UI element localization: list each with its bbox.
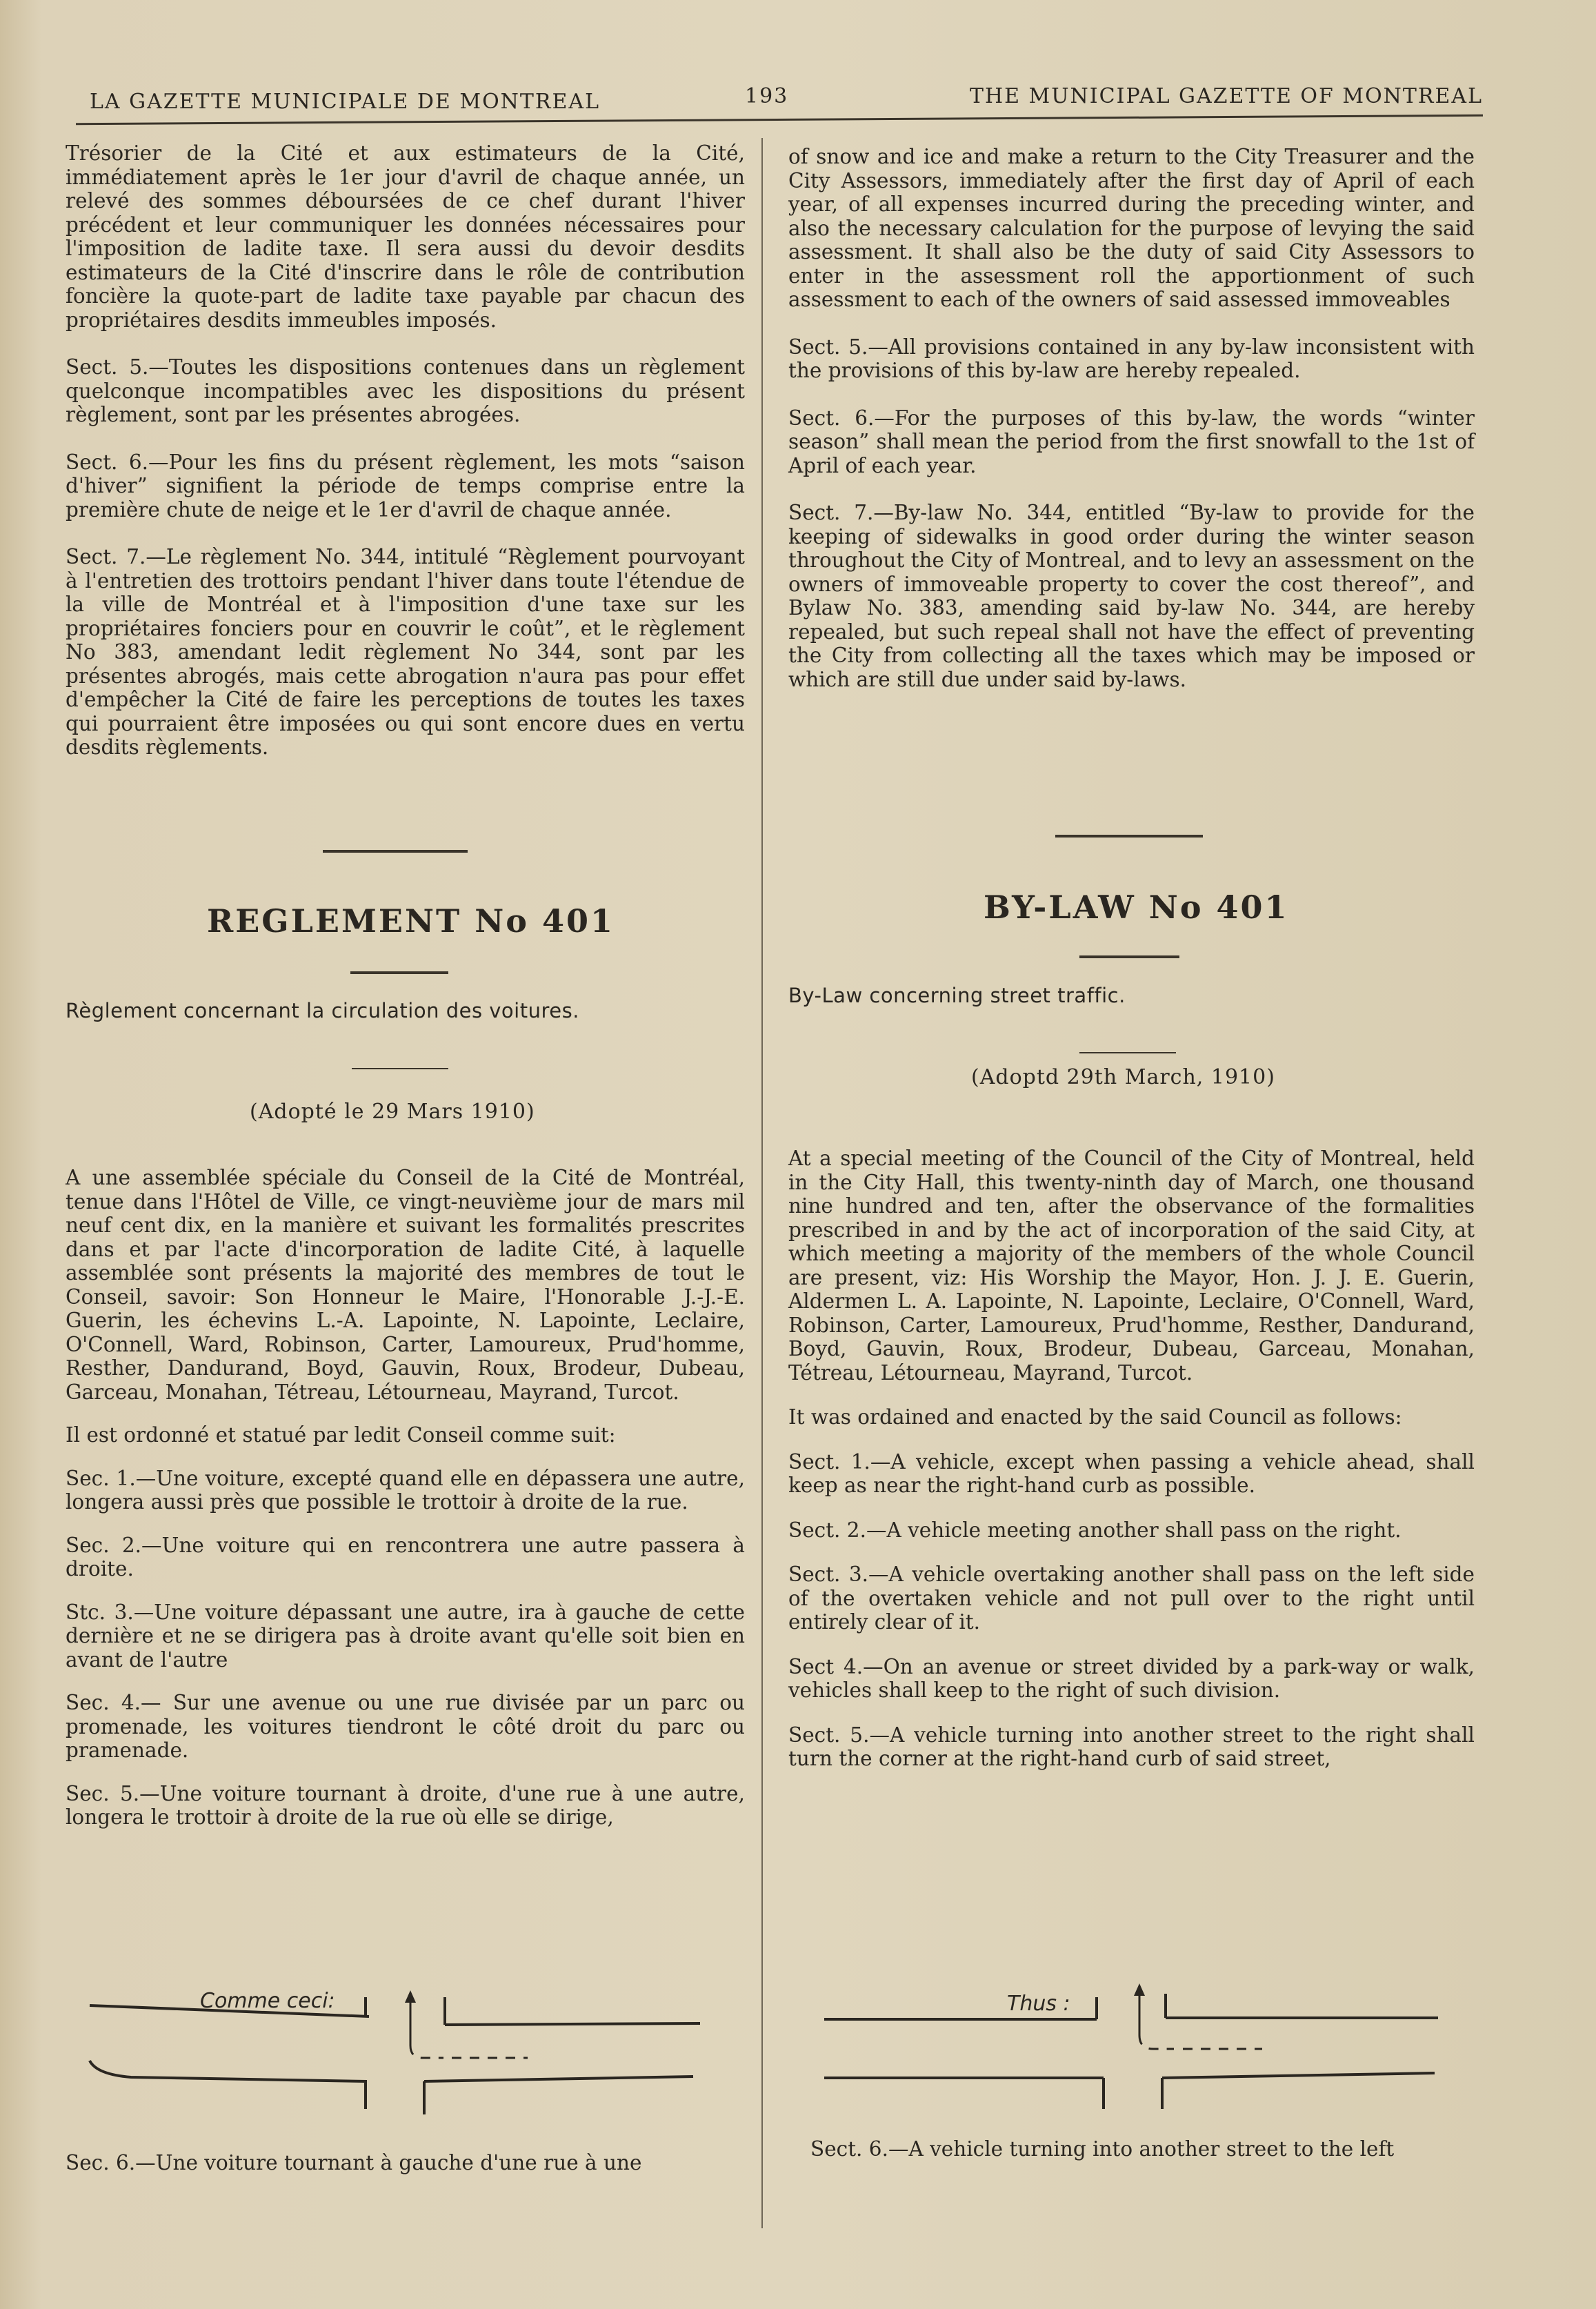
paragraph: Sect. 7.—Le règlement No. 344, intitulé “Règlement pourvoyant à l'entretien des trottoirs pendant l'hiver dans toute l'étendue de la ville de Montréal et à l'imposition d'une taxe sur les propriétaires fonciers pour en couvrir le coût”, et le règlement No 383, amendant ledit règlement No 344, sont par les présentes abrogés, mais cette abrogation n'aura pas pour effet d'empêcher la Cité de faire les perceptions de toutes les taxes qui pourraient être imposées ou qui sont encore dues en vertu desdits règlements. bbox=[66, 545, 745, 759]
paragraph: Il est ordonné et statué par ledit Conseil comme suit: bbox=[66, 1423, 616, 1447]
paragraph: Sec. 6.—Une voiture tournant à gauche d'une rue à une bbox=[66, 2151, 642, 2174]
header-english-title: THE MUNICIPAL GAZETTE OF MONTREAL bbox=[969, 84, 1483, 108]
paragraph: Sect. 1.—A vehicle, except when passing a vehicle ahead, shall keep as near the right-hand curb as possible. bbox=[788, 1449, 1475, 1497]
french-top-text bbox=[66, 141, 745, 760]
paragraph: Stc. 3.—Une voiture dépassant une autre, ira à gauche de cette dernière et ne se dirigera pas à droite avant qu'elle soit bien en avant de l'autre bbox=[66, 1600, 745, 1672]
paragraph: Sect. 6.—Pour les fins du présent règlement, les mots “saison d'hiver” signifient la période de temps comprise entre la première chute de neige et le 1er d'avril de chaque année. bbox=[66, 450, 745, 522]
french-adopted-date: (Adopté le 29 Mars 1910) bbox=[250, 1100, 535, 1124]
section-rule bbox=[1079, 955, 1179, 958]
paragraph: Sect. 3.—A vehicle overtaking another shall pass on the left side of the overtaken vehicle and not pull over to the right until entirely clear of it. bbox=[788, 1563, 1475, 1634]
section-rule bbox=[1055, 835, 1203, 838]
paragraph: Trésorier de la Cité et aux estimateurs de la Cité, immédiatement après le 1er jour d'avril de chaque année, un relevé des sommes déboursées de ce chef durant l'hiver précédent et leur communiquer les données nécessaires pour l'imposition de ladite taxe. Il sera aussi du devoir desdits estimateurs de la Cité d'inscrire dans le rôle de contribution foncière la quote-part de ladite taxe payable par chacun des propriétaires desdits immeubles imposés. bbox=[66, 141, 745, 332]
street-diagram-icon bbox=[86, 1970, 707, 2135]
page-number: 193 bbox=[745, 84, 789, 108]
paragraph: Sect. 6.—For the purposes of this by-law, the words “winter season” shall mean the period from the first snowfall to the 1st of April of each year. bbox=[788, 406, 1475, 477]
english-subtitle: By-Law concerning street traffic. bbox=[788, 984, 1126, 1007]
paragraph: A une assemblée spéciale du Conseil de la Cité de Montréal, tenue dans l'Hôtel de Ville, ce vingt-neuvième jour de mars mil neuf cent dix, en la manière et suivant les formalités prescrites dans et par l'acte d'incorporation de ladite Cité, à laquelle assemblée sont présents la majorité des membres de tout le Conseil, savoir: Son Honneur le Maire, l'Honorable J.-J.-E. Guerin, les échevins L.-A. Lapointe, N. Lapointe, Leclaire, O'Connell, Ward, Robinson, Carter, Lamoureux, Prud'homme, Resther, Dandurand, Boyd, Gauvin, Roux, Brodeur, Dubeau, Garceau, Monahan, Tétreau, Létourneau, Mayrand, Turcot. bbox=[66, 1166, 745, 1404]
french-body-text bbox=[66, 1166, 745, 1830]
paragraph: Sect. 2.—A vehicle meeting another shall pass on the right. bbox=[788, 1518, 1402, 1542]
paragraph: Sect. 6.—A vehicle turning into another street to the left bbox=[810, 2137, 1395, 2161]
header-french-title: LA GAZETTE MUNICIPALE DE MONTREAL bbox=[90, 90, 601, 114]
street-diagram-icon bbox=[821, 1963, 1442, 2128]
french-last-line bbox=[66, 2151, 745, 2175]
english-last-line bbox=[810, 2137, 1473, 2161]
section-rule bbox=[1079, 1052, 1176, 1053]
paragraph: Sect. 7.—By-law No. 344, entitled “By-law to provide for the keeping of sidewalks in good order during the winter season throughout the City of Montreal, and to levy an assessment on the owners of immoveable property to cover the cost thereof”, and Bylaw No. 383, amending said by-law No. 344, are hereby repealed, but such repeal shall not have the effect of preventing the City from collecting all the taxes which may be imposed or which are still due under said by-laws. bbox=[788, 501, 1475, 691]
english-turn-diagram bbox=[821, 1963, 1442, 2128]
paragraph: Sect. 5.—Toutes les dispositions contenues dans un règlement quelconque incompatibles avec les dispositions du présent règlement, sont par les présentes abrogées. bbox=[66, 355, 745, 426]
paragraph: Sect. 5.—All provisions contained in any by-law inconsistent with the provisions of this by-law are hereby repealed. bbox=[788, 335, 1475, 382]
section-rule bbox=[350, 971, 448, 974]
paragraph: Sec. 5.—Une voiture tournant à droite, d'une rue à une autre, longera le trottoir à droite de la rue où elle se dirige, bbox=[66, 1781, 745, 1829]
paragraph: Sec. 2.—Une voiture qui en rencontrera une autre passera à droite. bbox=[66, 1533, 745, 1580]
paragraph: It was ordained and enacted by the said Council as follows: bbox=[788, 1405, 1402, 1429]
section-rule bbox=[352, 1068, 448, 1069]
french-turn-diagram bbox=[86, 1970, 707, 2135]
paragraph: of snow and ice and make a return to the City Treasurer and the City Assessors, immediately after the first day of April of each year, of all expenses incurred during the preceding winter, and also the necessary calculation for the purpose of levying the said assessment. It shall also be the duty of said City Assessors to enter in the assessment roll the apportionment of such assessment to each of the owners of said assessed immoveables bbox=[788, 145, 1475, 311]
english-top-text bbox=[788, 145, 1475, 691]
french-subtitle: Règlement concernant la circulation des voitures. bbox=[66, 999, 579, 1022]
column-divider bbox=[761, 138, 763, 2228]
paragraph: Sec. 4.— Sur une avenue ou une rue divisée par un parc ou promenade, les voitures tiendront le côté droit du parc ou pramenade. bbox=[66, 1691, 745, 1762]
section-rule bbox=[323, 850, 468, 853]
english-title: BY-LAW No 401 bbox=[984, 889, 1289, 926]
paragraph: Sect. 5.—A vehicle turning into another street to the right shall turn the corner at the right-hand curb of said street, bbox=[788, 1723, 1475, 1770]
diagram-label: Thus : bbox=[1007, 1992, 1070, 2016]
paragraph: At a special meeting of the Council of the City of Montreal, held in the City Hall, this twenty-ninth day of March, one thousand nine hundred and ten, after the observance of the formalities prescribed in and by the act of incorporation of the said City, at which meeting a majority of the members of the whole Council are present, viz: His Worship the Mayor, Hon. J. J. E. Guerin, Aldermen L. A. Lapointe, N. Lapointe, Leclaire, O'Connell, Ward, Robinson, Carter, Lamoureux, Prud'homme, Resther, Dandurand, Boyd, Gauvin, Roux, Brodeur, Dubeau, Garceau, Monahan, Tétreau, Létourneau, Mayrand, Turcot. bbox=[788, 1147, 1475, 1385]
paragraph: Sect 4.—On an avenue or street divided by a park-way or walk, vehicles shall keep to the right of such division. bbox=[788, 1654, 1475, 1702]
english-adopted-date: (Adoptd 29th March, 1910) bbox=[971, 1065, 1275, 1089]
english-body-text bbox=[788, 1147, 1475, 1771]
diagram-label: Comme ceci: bbox=[200, 1989, 335, 2013]
paragraph: Sec. 1.—Une voiture, excepté quand elle en dépassera une autre, longera aussi près que possible le trottoir à droite de la rue. bbox=[66, 1466, 745, 1514]
french-title: REGLEMENT No 401 bbox=[207, 902, 615, 940]
